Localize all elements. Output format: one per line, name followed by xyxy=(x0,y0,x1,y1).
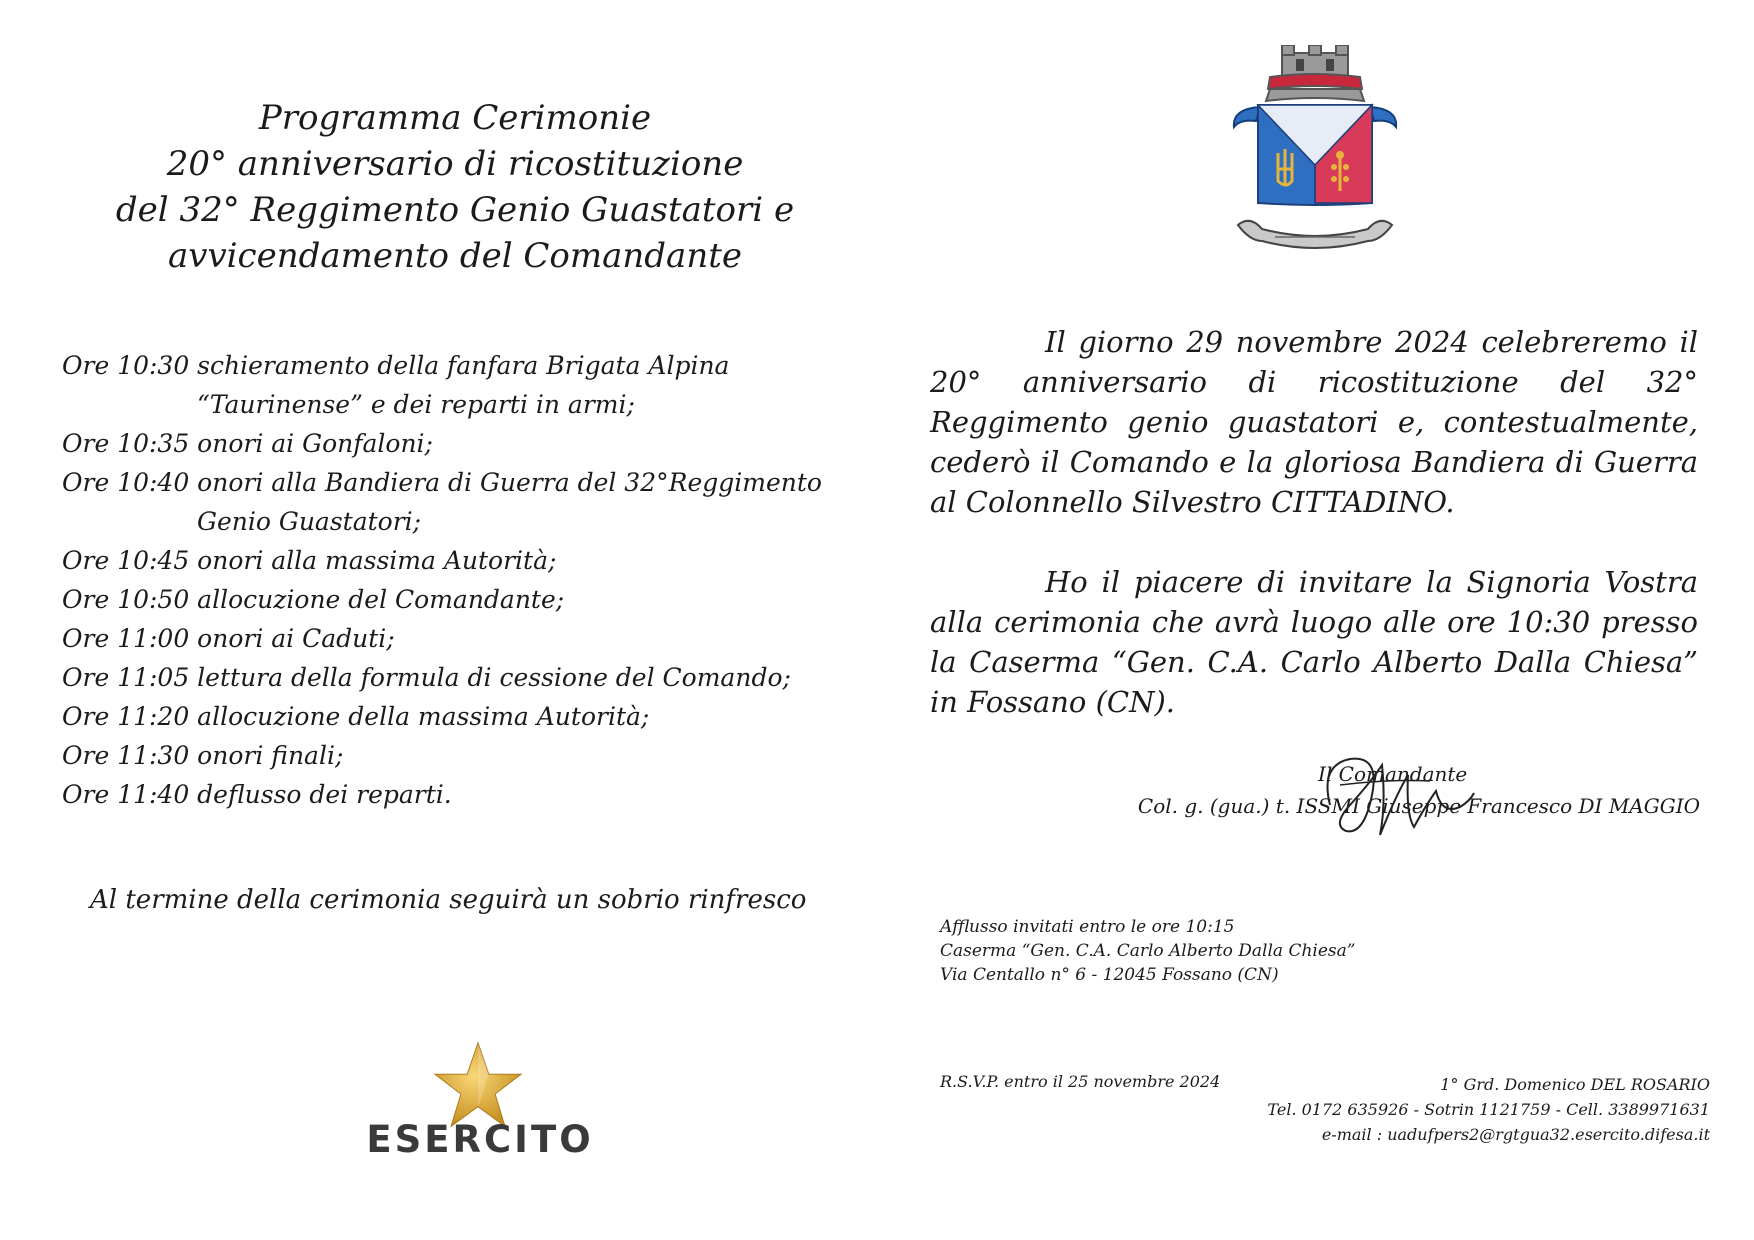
commander-name: Col. g. (gua.) t. ISSMI Giuseppe Francesco DI MAGGIO xyxy=(1137,794,1700,818)
schedule-item: Ore 11:00 onori ai Caduti; xyxy=(62,624,395,653)
schedule-item: Ore 10:40 onori alla Bandiera di Guerra del 32°Reggimento xyxy=(62,468,822,497)
program-title-line: del 32° Reggimento Genio Guastatori e xyxy=(115,190,795,230)
schedule-item: Ore 10:30 schieramento della fanfara Brigata Alpina xyxy=(62,351,730,380)
schedule-item: Ore 11:30 onori finali; xyxy=(62,741,344,770)
schedule-item: Ore 10:45 onori alla massima Autorità; xyxy=(62,546,557,575)
schedule-item: Ore 10:35 onori ai Gonfaloni; xyxy=(62,429,433,458)
schedule-item: Ore 11:05 lettura della formula di cessione del Comando; xyxy=(62,663,791,692)
rsvp-note: R.S.V.P. entro il 25 novembre 2024 xyxy=(940,1072,1221,1091)
invitation-body xyxy=(930,322,1698,722)
arrival-line: Via Centallo n° 6 - 12045 Fossano (CN) xyxy=(940,965,1279,985)
schedule-item-continuation: Genio Guastatori; xyxy=(197,507,422,536)
schedule-item-continuation: “Taurinense” e dei reparti in armi; xyxy=(197,390,635,419)
invitation-paragraph: Ho il piacere di invitare la Signoria Vostra alla cerimonia che avrà luogo alle ore 10:30 presso la Caserma “Gen. C.A. Carlo Alberto Dalla Chiesa” in Fossano (CN). xyxy=(930,565,1698,719)
schedule-item: Ore 11:40 deflusso dei reparti. xyxy=(62,780,452,809)
arrival-info xyxy=(940,915,1355,987)
refreshment-note: Al termine della cerimonia seguirà un sobrio rinfresco xyxy=(90,885,807,915)
regiment-crest-icon xyxy=(1230,45,1400,260)
program-title-line: avvicendamento del Comandante xyxy=(167,236,743,276)
handwritten-signature xyxy=(1310,735,1480,845)
schedule-item: Ore 10:50 allocuzione del Comandante; xyxy=(62,585,565,614)
contact-line: 1° Grd. Domenico DEL ROSARIO xyxy=(1440,1075,1710,1094)
contact-line: Tel. 0172 635926 - Sotrin 1121759 - Cell. 3389971631 xyxy=(1267,1100,1710,1119)
schedule-item: Ore 11:20 allocuzione della massima Autorità; xyxy=(62,702,650,731)
contact-info xyxy=(1250,1072,1710,1147)
ceremony-schedule xyxy=(62,346,862,814)
arrival-line: Afflusso invitati entro le ore 10:15 xyxy=(940,917,1235,937)
arrival-line: Caserma “Gen. C.A. Carlo Alberto Dalla Chiesa” xyxy=(940,941,1356,961)
star-icon xyxy=(433,1040,523,1130)
contact-email[interactable]: e-mail : uadufpers2@rgtgua32.esercito.difesa.it xyxy=(1321,1125,1710,1144)
commander-title: Il Comandante xyxy=(1318,762,1468,786)
invitation-paragraph: Il giorno 29 novembre 2024 celebreremo il 20° anniversario di ricostituzione del 32° Reggimento genio guastatori e, contestualmente, cederò il Comando e la gloriosa Bandiera di Guerra al Colonnello Silvestro CITTADINO. xyxy=(930,325,1698,519)
program-title-line: 20° anniversario di ricostituzione xyxy=(166,144,744,184)
esercito-logo-text: ESERCITO xyxy=(366,1118,594,1161)
program-title-line: Programma Cerimonie xyxy=(258,98,652,138)
program-title xyxy=(80,95,830,279)
